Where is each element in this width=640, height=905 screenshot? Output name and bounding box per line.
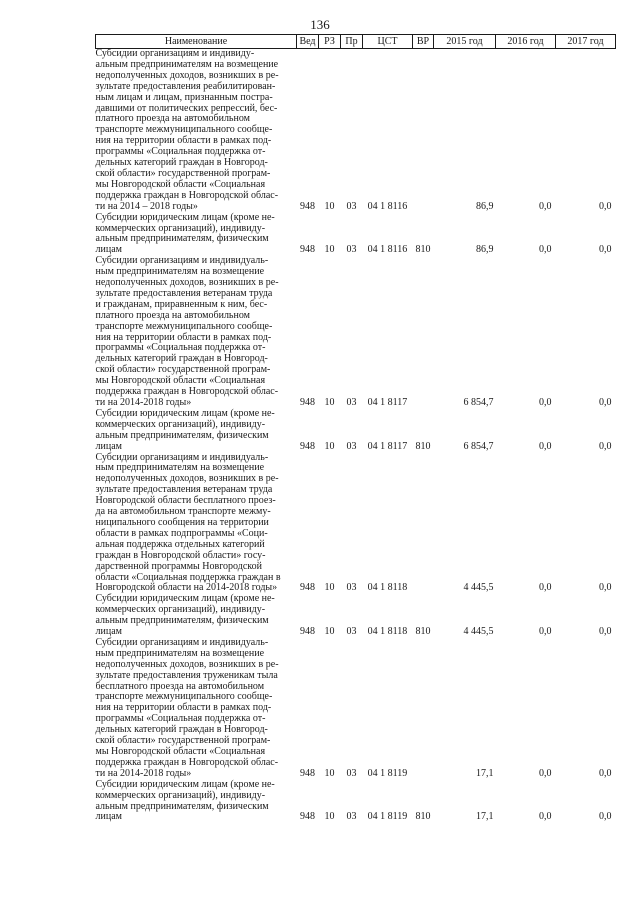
row-vr xyxy=(413,453,434,595)
row-rz: 10 xyxy=(324,200,335,212)
row-name-text: Субсидии юридическим лицам (кроме не- коммерческих организаций), индивиду- альным предпринимателям, физическим лицам xyxy=(95,593,275,638)
row-name-text: Субсидии организациям и индивиду- альным предпринимателям на возмещение недополученных доходов, возникших в ре- зультате предоставления реабилитирован- ным лицам и лицам, признанным постра- давшими от политических репрессий, бес- платного проезда на автомобильном транспорте межмуниципального сообще- ния на территории области в рамках под- программы «Социальная поддержка от- дельных категорий граждан в Новгород- ской области» государственной програм- мы Новгородской области «Социальная поддержка граждан в Новгородской облас- ти на 2014 – 2018 годы» xyxy=(95,48,279,212)
row-2016: 0,0 xyxy=(539,811,552,823)
header-cst: ЦСТ xyxy=(363,35,413,49)
row-2015: 86,9 xyxy=(476,244,494,256)
row-rz: 10 xyxy=(324,767,335,779)
header-2017: 2017 год xyxy=(556,35,616,49)
row-name xyxy=(96,256,297,409)
header-2016: 2016 год xyxy=(496,35,556,49)
row-2016: 0,0 xyxy=(539,582,552,594)
row-rz: 10 xyxy=(324,626,335,638)
row-2017: 0,0 xyxy=(599,811,612,823)
row-pr: 03 xyxy=(346,582,357,594)
header-vr: ВР xyxy=(413,35,434,49)
header-ved: Вед xyxy=(297,35,319,49)
row-name-text: Субсидии юридическим лицам (кроме не- коммерческих организаций), индивиду- альным предпринимателям, физическим лицам xyxy=(95,778,275,823)
row-ved: 948 xyxy=(300,244,315,256)
row-vr xyxy=(413,638,434,780)
row-2017: 0,0 xyxy=(599,440,612,452)
row-2016: 0,0 xyxy=(539,200,552,212)
row-2016: 0,0 xyxy=(539,626,552,638)
row-2016: 0,0 xyxy=(539,244,552,256)
row-2015: 17,1 xyxy=(476,767,494,779)
row-2015: 6 854,7 xyxy=(463,440,494,452)
row-name-text: Субсидии юридическим лицам (кроме не- коммерческих организаций), индивиду- альным предпринимателям, физическим лицам xyxy=(95,407,275,452)
row-2016: 0,0 xyxy=(539,397,552,408)
row-vr xyxy=(413,49,434,213)
row-ved: 948 xyxy=(300,582,315,594)
table-row xyxy=(96,49,616,213)
row-rz: 10 xyxy=(324,811,335,823)
table-row xyxy=(96,453,616,595)
row-name-text: Субсидии организациям и индивидуаль- ным предпринимателям на возмещение недополученных доходов, возникших в ре- зультате предоставления ветеранам труда и гражданам, приравненным к ним, бес- платного проезда на автомобильном транспорте межмуниципального сообще- ния на территории области в рамках под- программы «Социальная поддержка от- дельных категорий граждан в Новгород- ской области» государственной програм- мы Новгородской области «Социальная поддержка граждан в Новгородской облас- ти на 2014-2018 годы» xyxy=(95,255,279,408)
row-ved: 948 xyxy=(300,767,315,779)
row-rz: 10 xyxy=(324,582,335,594)
row-2015: 4 445,5 xyxy=(463,626,494,638)
row-pr: 03 xyxy=(346,811,357,823)
row-2017: 0,0 xyxy=(599,626,612,638)
row-2015: 4 445,5 xyxy=(463,582,494,594)
row-ved: 948 xyxy=(300,397,315,408)
row-ved: 948 xyxy=(300,440,315,452)
budget-table xyxy=(95,34,616,823)
row-name xyxy=(96,213,297,257)
row-pr: 03 xyxy=(346,244,357,256)
row-cst: 04 1 8117 xyxy=(367,397,408,408)
row-pr: 03 xyxy=(346,200,357,212)
row-name-text: Субсидии юридическим лицам (кроме не- коммерческих организаций), индивиду- альным предпринимателям, физическим лицам xyxy=(95,211,275,256)
row-name xyxy=(96,453,297,595)
row-rz: 10 xyxy=(324,397,335,408)
row-cst: 04 1 8118 xyxy=(367,626,408,638)
row-vr: 810 xyxy=(415,626,431,638)
row-vr: 810 xyxy=(415,811,431,823)
table-header xyxy=(96,35,616,49)
row-2017: 0,0 xyxy=(599,582,612,594)
table-row xyxy=(96,780,616,824)
row-ved: 948 xyxy=(300,811,315,823)
row-vr xyxy=(413,256,434,409)
table-row xyxy=(96,594,616,638)
row-ved: 948 xyxy=(300,200,315,212)
table-body xyxy=(96,49,616,824)
row-2015: 17,1 xyxy=(476,811,494,823)
row-2017: 0,0 xyxy=(599,767,612,779)
row-pr: 03 xyxy=(346,626,357,638)
header-rz: РЗ xyxy=(319,35,341,49)
row-rz: 10 xyxy=(324,440,335,452)
row-name-text: Субсидии организациям и индивидуаль- ным предпринимателям на возмещение недополученных доходов, возникших в ре- зультате предоставления труженикам тыла бесплатного проезда на автомобильном транспорте межмуниципального сообще- ния на территории области в рамках под- программы «Социальная поддержка от- дельных категорий граждан в Новгород- ской области» государственной програм- мы Новгородской области «Социальная поддержка граждан в Новгородской облас- ти на 2014-2018 годы» xyxy=(95,636,279,779)
row-2015: 86,9 xyxy=(476,200,494,212)
row-cst: 04 1 8119 xyxy=(367,767,408,779)
row-2015: 6 854,7 xyxy=(463,397,494,408)
row-cst: 04 1 8116 xyxy=(367,200,408,212)
row-cst: 04 1 8118 xyxy=(367,582,408,594)
row-pr: 03 xyxy=(346,767,357,779)
row-pr: 03 xyxy=(346,397,357,408)
row-name-text: Субсидии организациям и индивидуаль- ным предпринимателям на возмещение недополученных доходов, возникших в ре- зультате предоставления ветеранам труда Новгородской области бесплатного проез- да на автомобильном транспорте межму- ниципального сообщения на территории области в рамках подпрограммы «Соци- альная поддержка отдельных категорий граждан в Новгородской области» госу- дарственной программы Новгородской области «Социальная поддержка граждан в Новгородской области на 2014-2018 годы» xyxy=(95,451,281,594)
table-row xyxy=(96,409,616,453)
row-2016: 0,0 xyxy=(539,440,552,452)
row-rz: 10 xyxy=(324,244,335,256)
row-name xyxy=(96,409,297,453)
row-2017: 0,0 xyxy=(599,397,612,408)
row-2016: 0,0 xyxy=(539,767,552,779)
table-row xyxy=(96,638,616,780)
row-cst: 04 1 8117 xyxy=(367,440,408,452)
row-2017: 0,0 xyxy=(599,200,612,212)
table-row xyxy=(96,256,616,409)
page-number: 136 xyxy=(310,17,330,32)
header-2015: 2015 год xyxy=(434,35,496,49)
row-ved: 948 xyxy=(300,626,315,638)
row-name xyxy=(96,638,297,780)
row-name xyxy=(96,49,297,213)
row-name xyxy=(96,780,297,824)
table-row xyxy=(96,213,616,257)
header-pr: Пр xyxy=(341,35,363,49)
row-vr: 810 xyxy=(415,440,431,452)
row-pr: 03 xyxy=(346,440,357,452)
row-vr: 810 xyxy=(415,244,431,256)
header-name: Наименование xyxy=(96,35,297,49)
row-2017: 0,0 xyxy=(599,244,612,256)
row-name xyxy=(96,594,297,638)
row-cst: 04 1 8119 xyxy=(367,811,408,823)
row-cst: 04 1 8116 xyxy=(367,244,408,256)
